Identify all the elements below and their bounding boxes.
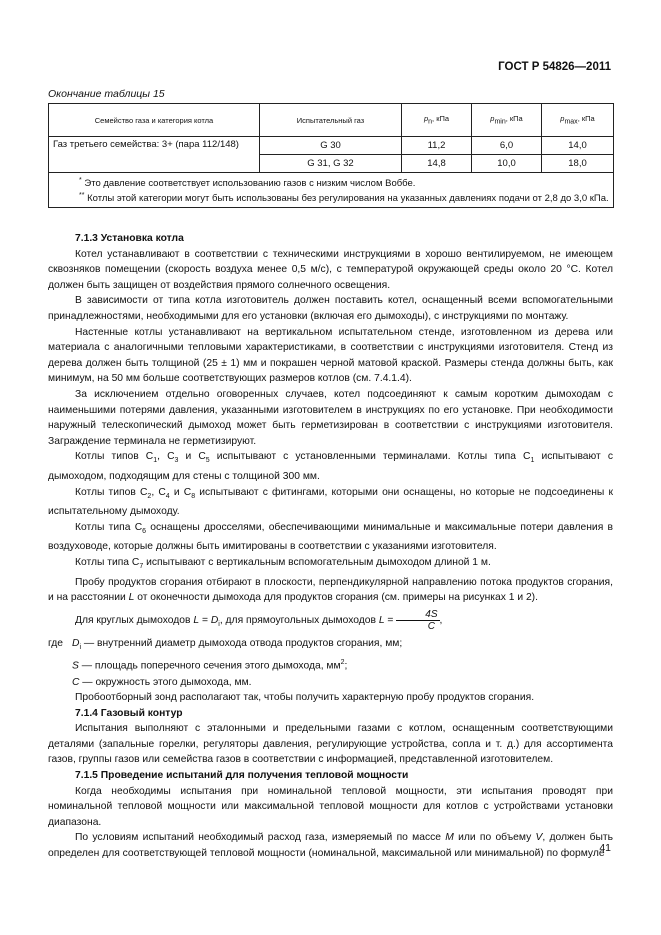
formula-fraction: $\frac{4S}{C}$	[396, 609, 439, 632]
cell-pn: 11,2	[402, 137, 472, 155]
col-header-pmax: $p_{max}$, кПа	[542, 104, 614, 137]
paragraph: За исключением отдельно оговоренных случаев, котел подсоединяют к самым коротким дымоходам с наименьшими потерями давления, указанными изготовителем в инструкциях по его установке. При необходимости наружный телескопический дымоход может быть герметизирован в соответствии с инструкциями изготовителя. Заграждение терминала не герметизируют.	[48, 388, 613, 447]
page-number: 41	[599, 842, 611, 854]
paragraph: По условиям испытаний необходимый расход газа, измеряемый по массе M или по объему V, должен быть определен для соответствующей тепловой мощности (номинальной, максимальной или минимальной) по формуле	[48, 832, 614, 860]
table-notes	[49, 173, 614, 208]
paragraph: Котлы типа $C_6$ оснащены дросселями, обеспечивающими минимальные и максимальные потери давления в воздуховоде, которые должны быть имитированы в соответствии с указаниями изготовителя.	[48, 521, 613, 553]
paragraph: Котлы типов $C_1$, $C_3$ и $C_5$ испытывают с установленными терминалами. Котлы типа $C_1$ испытывают с дымоходом, подходящим для стены с толщиной 300 мм.	[48, 451, 613, 482]
col-header-test-gas: Испытательный газ	[260, 104, 402, 137]
col-header-pmin: $p_{min}$, кПа	[472, 104, 542, 137]
formula-line: Для круглых дымоходов $L = D_i$, для прямоугольных дымоходов L = $\frac{4S}{C}$ ,	[75, 608, 443, 632]
cell-family: Газ третьего семейства: 3+ (пара 112/148)	[49, 137, 260, 173]
paragraph: Котлы типа $C_7$ испытывают с вертикальным вспомогательным дымоходом длиной 1 м.	[75, 557, 491, 571]
paragraph: Настенные котлы устанавливают на вертикальном испытательном стенде, изготовленном из дерева или материала с аналогичными тепловыми характеристиками, в соответствии с инструкциями изготовителя. Стенд из дерева должен быть толщиной (25 ± 1) мм и покрашен черной матовой краской. Размеры стенда должны быть, как минимум, на 50 мм больше соответствующих размеров котлов (см. 7.4.1.4).	[48, 326, 613, 385]
cell-pmin: 6,0	[472, 137, 542, 155]
cell-gas: G 30	[260, 137, 402, 155]
section-heading-714: 7.1.4 Газовый контур	[75, 707, 183, 719]
cell-pmax: 18,0	[542, 155, 614, 173]
where-line-3: C — окружность этого дымохода, мм.	[72, 676, 252, 688]
table-row	[49, 137, 614, 155]
cell-pmax: 14,0	[542, 137, 614, 155]
section-heading-713: 7.1.3 Установка котла	[75, 233, 184, 244]
paragraph: Пробоотборный зонд располагают так, чтобы получить характерную пробу продуктов сгорания.	[75, 692, 535, 704]
paragraph: Пробу продуктов сгорания отбирают в плоскости, перпендикулярной направлению потока продуктов сгорания, и на расстоянии L от оконечности дымохода для продуктов сгорания (см. примеры на рисунках 1 и 2).	[48, 576, 613, 604]
col-header-pn: $p_n$, кПа	[402, 104, 472, 137]
table-notes-row	[49, 173, 614, 208]
document-header: ГОСТ Р 54826—2011	[498, 61, 611, 73]
section-heading-715: 7.1.5 Проведение испытаний для получения тепловой мощности	[75, 770, 409, 782]
gas-table	[48, 103, 614, 208]
cell-gas: G 31, G 32	[260, 155, 402, 173]
table-note-1: * Это давление соответствует использованию газов с низким числом Воббе.	[79, 177, 416, 190]
where-line-2: S — площадь поперечного сечения этого дымохода, $мм^2$;	[72, 659, 348, 672]
document-body	[48, 231, 613, 862]
where-line-1: где $D_i$ — внутренний диаметр дымохода отвода продуктов сгорания, мм;	[48, 637, 403, 651]
paragraph: В зависимости от типа котла изготовитель должен поставить котел, оснащенный всеми вспомогательными принадлежностями, необходимыми для его установки (включая его дымоходы), с инструкциями по монтажу.	[48, 295, 613, 322]
paragraph: Котлы типов $C_2$, $C_4$ и $C_8$ испытывают с фитингами, которыми они оснащены, но которые не подсоединены к испытательному дымоходу.	[48, 486, 613, 518]
cell-pn: 14,8	[402, 155, 472, 173]
cell-pmin: 10,0	[472, 155, 542, 173]
paragraph: Когда необходимы испытания при номинальной тепловой мощности, эти испытания проводят при номинальной тепловой мощности или максимальной тепловой мощности для котлов с устройствами установки диапазона.	[48, 785, 613, 828]
table-header-row	[49, 104, 614, 137]
table-caption: Окончание таблицы 15	[48, 88, 165, 100]
col-header-family: Семейство газа и категория котла	[49, 104, 260, 137]
paragraph: Котел устанавливают в соответствии с техническими инструкциями в хорошо вентилируемом, не имеющем сквозняков помещении (скорость воздуха менее 0,5 м/с), с температурой окружающей среды около 20 °C. Котел должен быть защищен от воздействия прямого солнечного освещения.	[48, 248, 613, 291]
paragraph: Испытания выполняют с эталонными и предельными газами с котлом, оснащенным соответствующими деталями (запальные горелки, регуляторы давления, регулирующие устройства, сопла и т. д.) для ассортимента газов, группы газов или семейства газов в соответствии с информацией, представленной изготовителем.	[48, 723, 613, 766]
table-note-2: ** Котлы этой категории могут быть использованы без регулирования на указанных давлениях подачи от 2,8 до 3,0 кПа.	[79, 191, 609, 204]
